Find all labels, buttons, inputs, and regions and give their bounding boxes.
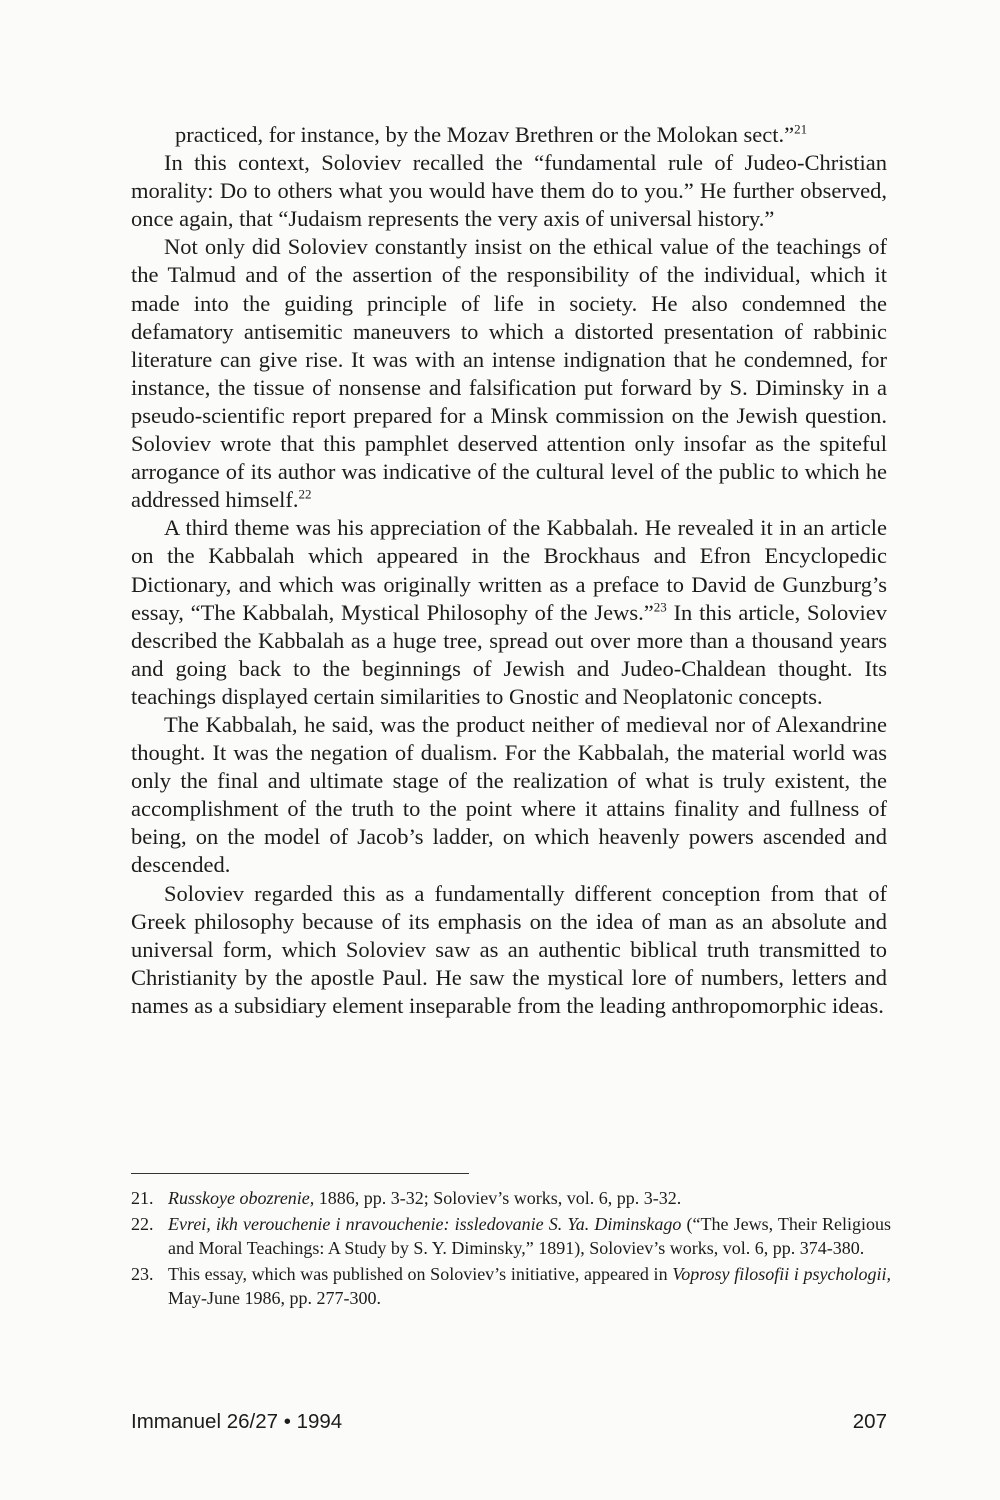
footnote-ref: 21 [794, 121, 808, 137]
paragraph-text: A third theme was his appreciation of the Kabbalah. He revealed it in an article on the Kabbalah which appeared in the Brockhaus and Efron Encyclopedic Dictionary, and which was originally written as a preface to David de Gunzburg’s essay, “The Kabbalah, Mystical Philosophy of the Jews.” [131, 515, 887, 625]
paragraph: The Kabbalah, he said, was the product neither of medieval nor of Alexandrine thought. It was the negation of dualism. For the Kabbalah, the material world was only the final and ultimate stage of the realization of what is truly existent, the accomplishment of the truth to the point where it attains finality and fullness of being, on the model of Jacob’s ladder, on which heavenly powers ascended and descended. [131, 711, 887, 878]
footnote-ref: 23 [653, 599, 667, 615]
footnote-number: 22. [131, 1213, 154, 1234]
page-number: 207 [852, 1410, 887, 1433]
footnote-title: Evrei, ikh verouchenie i nravouchenie: issledovanie S. Ya. Diminskago [168, 1213, 682, 1234]
footnote-22 [131, 1212, 891, 1261]
paragraph [131, 121, 887, 149]
paragraph [131, 514, 887, 711]
paragraph-text: practiced, for instance, by the Mozav Brethren or the Molokan sect.” [175, 122, 795, 147]
footnote-text: May-June 1986, pp. 277-300. [168, 1288, 381, 1308]
paragraph-text: Not only did Soloviev constantly insist on the ethical value of the teachings of the Talmud and of the assertion of the responsibility of the individual, which it made into the guiding principle of life in society. He also condemned the defamatory antisemitic maneuvers to which a distorted presentation of rabbinic literature can give rise. It was with an intense indignation that he condemned, for instance, the tissue of nonsense and falsification put forward by S. Diminsky in a pseudo-scientific report prepared for a Minsk commission on the Jewish question. Soloviev wrote that this pamphlet deserved attention only insofar as the spiteful arrogance of its author was indicative of the cultural level of the public to which he addressed himself. [131, 234, 887, 513]
paragraph [131, 233, 887, 514]
paragraph: Soloviev regarded this as a fundamentally different conception from that of Greek philosophy because of its emphasis on the idea of man as an absolute and universal form, which Soloviev saw as an authentic biblical truth transmitted to Christianity by the apostle Paul. He saw the mystical lore of numbers, letters and names as a subsidiary element inseparable from the leading anthropomorphic ideas. [131, 880, 887, 1018]
footnote-title: Russkoye obozrenie, [168, 1188, 315, 1208]
footnote-23 [131, 1262, 891, 1311]
page-footer [131, 1410, 887, 1440]
footnotes [131, 1186, 891, 1312]
footnote-text: This essay, which was published on Soloviev’s initiative, appeared in [168, 1263, 673, 1284]
footnote-number: 21. [131, 1188, 154, 1208]
footnote-21 [131, 1186, 891, 1211]
journal-name: Immanuel 26/27 • 1994 [131, 1410, 343, 1433]
footnote-text: (“The Jews, Their Religious and Moral Teachings: A Study by S. Y. Diminsky,” 1891), Soloviev’s works, vol. 6, pp. 374-380. [168, 1213, 891, 1258]
paragraph: In this context, Soloviev recalled the “fundamental rule of Judeo-Christian morality: Do to others what you would have them do to you.” He further observed, once again, that “Judaism represents the very axis of universal history.” [131, 150, 887, 232]
body-text [131, 121, 887, 1020]
footnote-title: Voprosy filosofii i psychologii, [672, 1263, 891, 1284]
footnote-rule [131, 1173, 469, 1174]
paragraph-text: In this article, Soloviev described the Kabbalah as a huge tree, spread out over more than a thousand years and going back to the beginnings of Jewish and Judeo-Chaldean thought. Its teachings displayed certain similarities to Gnostic and Neoplatonic concepts. [131, 599, 887, 709]
footnote-text: 1886, pp. 3-32; Soloviev’s works, vol. 6, pp. 3-32. [314, 1188, 682, 1208]
footnote-number: 23. [131, 1263, 154, 1284]
footnote-ref: 22 [298, 486, 312, 502]
